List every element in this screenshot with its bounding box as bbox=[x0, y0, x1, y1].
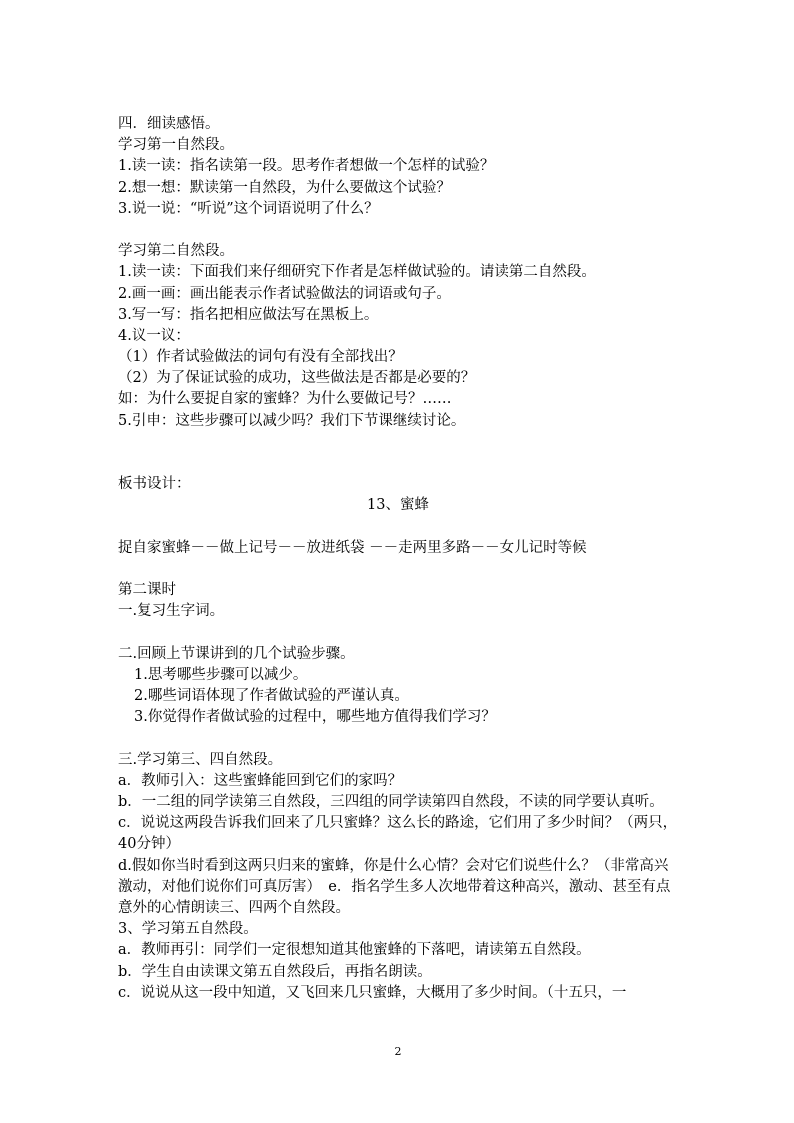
list-item: 2.哪些词语体现了作者做试验的严谨认真。 bbox=[134, 688, 409, 705]
list-item: 3.你觉得作者做试验的过程中，哪些地方值得我们学习？ bbox=[134, 709, 496, 726]
list-item: a．教师引入：这些蜜蜂能回到它们的家吗？ bbox=[118, 772, 403, 789]
lesson-title: 第二课时 bbox=[118, 582, 176, 599]
list-item: 1.思考哪些步骤可以减少。 bbox=[134, 666, 308, 683]
step-heading: 一.复习生字词。 bbox=[118, 603, 225, 620]
section-heading: 四．细读感悟。 bbox=[118, 116, 220, 132]
paragraph-title: 学习第二自然段。 bbox=[118, 243, 234, 260]
list-item: 如：为什么要捉自家的蜜蜂？为什么要做记号？…… bbox=[118, 391, 452, 408]
board-design-label: 板书设计： bbox=[118, 476, 191, 493]
list-item: b．学生自由读课文第五自然段后，再指名朗读。 bbox=[118, 963, 432, 980]
list-item: （1）作者试验做法的词句有没有全部找出？ bbox=[118, 349, 403, 366]
paragraph-title: 学习第一自然段。 bbox=[118, 137, 234, 154]
list-item: （2）为了保证试验的成功，这些做法是否都是必要的？ bbox=[118, 370, 476, 387]
step-heading: 三.学习第三、四自然段。 bbox=[118, 751, 283, 768]
list-item: 2.想一想：默读第一自然段，为什么要做这个试验？ bbox=[118, 179, 451, 196]
list-item: 3.写一写：指名把相应做法写在黑板上。 bbox=[118, 306, 379, 323]
list-item: 1.读一读：下面我们来仔细研究下作者是怎样做试验的。请读第二自然段。 bbox=[118, 264, 596, 281]
board-flow: 捉自家蜜蜂－－做上记号－－放进纸袋 －－走两里多路－－女儿记时等候 bbox=[118, 539, 587, 556]
list-item: b．一二组的同学读第三自然段，三四组的同学读第四自然段，不读的同学要认真听。 bbox=[118, 794, 664, 810]
page-number: 2 bbox=[394, 1045, 402, 1058]
list-item: 5.引申：这些步骤可以减少吗？我们下节课继续讨论。 bbox=[118, 412, 466, 429]
list-item: 4.议一议： bbox=[118, 327, 190, 344]
list-item: 1.读一读：指名读第一段。思考作者想做一个怎样的试验？ bbox=[118, 158, 495, 175]
list-item: c．说说从这一段中知道，又飞回来几只蜜蜂，大概用了多少时间。（十五只，一 bbox=[118, 984, 627, 1001]
document-body bbox=[118, 114, 678, 1004]
list-item: d.假如你当时看到这两只归来的蜜蜂，你是什么心情？会对它们说些什么？（非常高兴激动，对他们说你们可真厉害） e．指名学生多人次地带着这种高兴，激动、甚至有点意外的心情朗读三、四两个自然段。 bbox=[118, 857, 671, 917]
step-heading: 二.回顾上节课讲到的几个试验步骤。 bbox=[118, 645, 355, 662]
list-item: 3.说一说：“听说”这个词语说明了什么？ bbox=[118, 200, 379, 217]
list-item: 2.画一画：画出能表示作者试验做法的词语或句子。 bbox=[118, 285, 451, 302]
list-item: c．说说这两段告诉我们回来了几只蜜蜂？这么长的路途，它们用了多少时间？（两只，40分钟） bbox=[118, 815, 678, 853]
board-title: 13、蜜蜂 bbox=[367, 497, 429, 514]
list-item: a．教师再引：同学们一定很想知道其他蜜蜂的下落吧，请读第五自然段。 bbox=[118, 942, 591, 959]
step-heading: 3、学习第五自然段。 bbox=[118, 921, 258, 938]
